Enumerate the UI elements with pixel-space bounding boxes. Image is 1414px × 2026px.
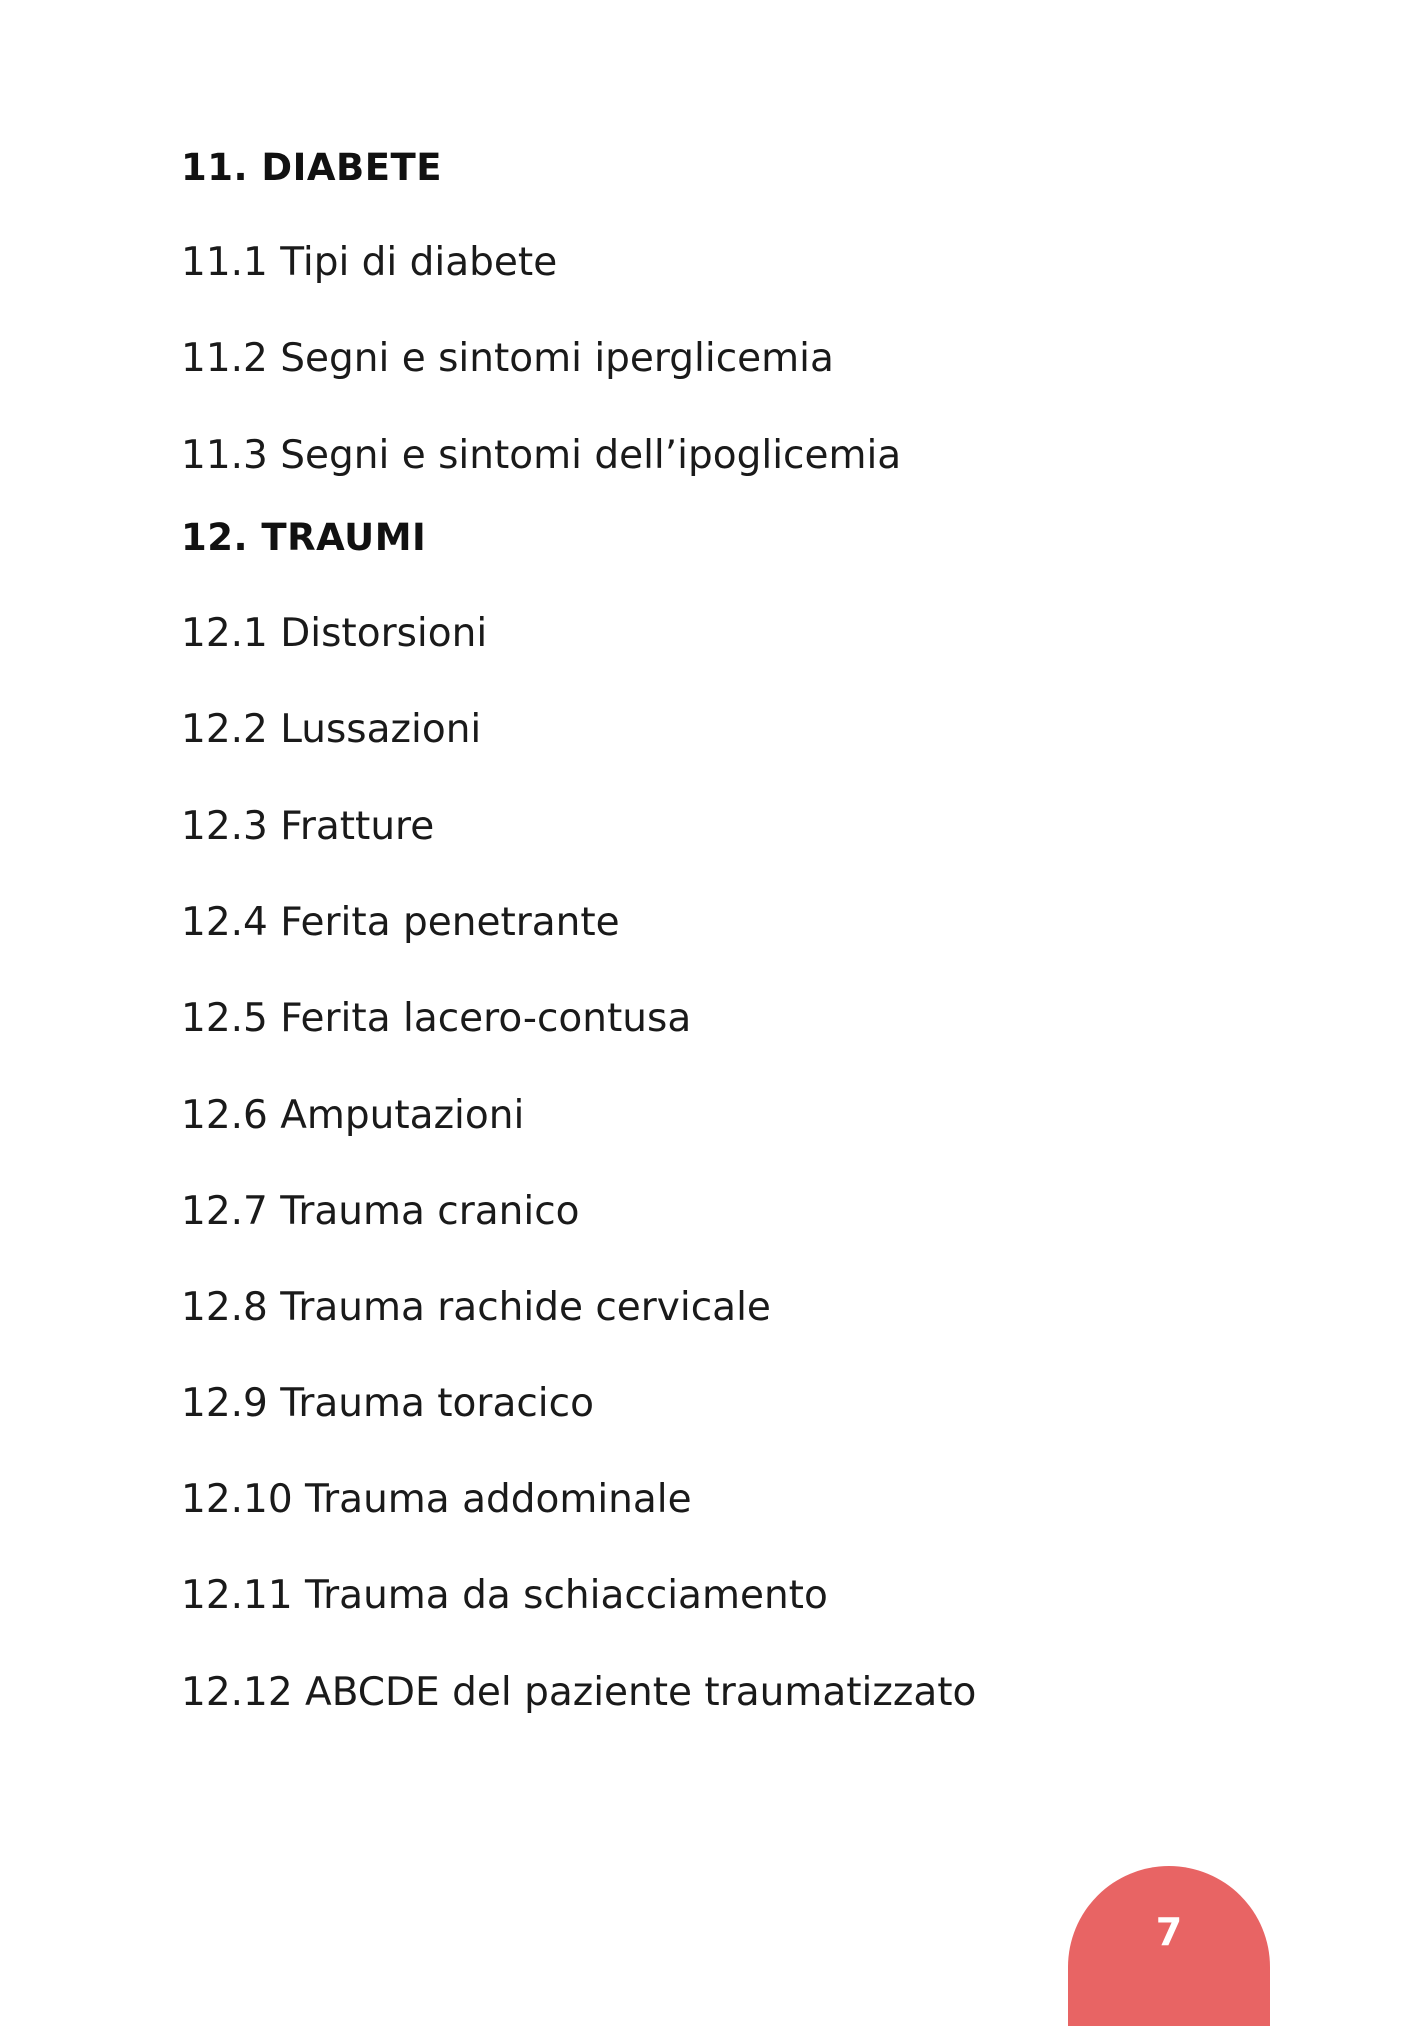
page-number-badge — [1068, 1866, 1270, 2026]
section-heading-diabete: 11. DIABETE — [181, 146, 443, 189]
toc-item: 12.8 Trauma rachide cervicale — [181, 1285, 771, 1330]
toc-item: 12.10 Trauma addominale — [181, 1477, 692, 1522]
toc-item: 12.11 Trauma da schiacciamento — [181, 1573, 828, 1618]
toc-item: 12.6 Amputazioni — [181, 1093, 525, 1138]
toc-item: 11.1 Tipi di diabete — [181, 240, 558, 285]
toc-item: 12.2 Lussazioni — [181, 707, 482, 752]
toc-item: 12.5 Ferita lacero-contusa — [181, 996, 692, 1041]
toc-item: 12.7 Trauma cranico — [181, 1189, 580, 1234]
toc-item: 12.3 Fratture — [181, 804, 435, 849]
toc-item: 11.3 Segni e sintomi dell’ipoglicemia — [181, 433, 902, 478]
page-number: 7 — [1155, 1910, 1183, 1954]
toc-item: 12.4 Ferita penetrante — [181, 900, 620, 945]
toc-item: 11.2 Segni e sintomi iperglicemia — [181, 336, 834, 381]
toc-item: 12.12 ABCDE del paziente traumatizzato — [181, 1670, 977, 1715]
toc-item: 12.9 Trauma toracico — [181, 1381, 594, 1426]
toc-item: 12.1 Distorsioni — [181, 611, 488, 656]
section-heading-traumi: 12. TRAUMI — [181, 516, 427, 559]
